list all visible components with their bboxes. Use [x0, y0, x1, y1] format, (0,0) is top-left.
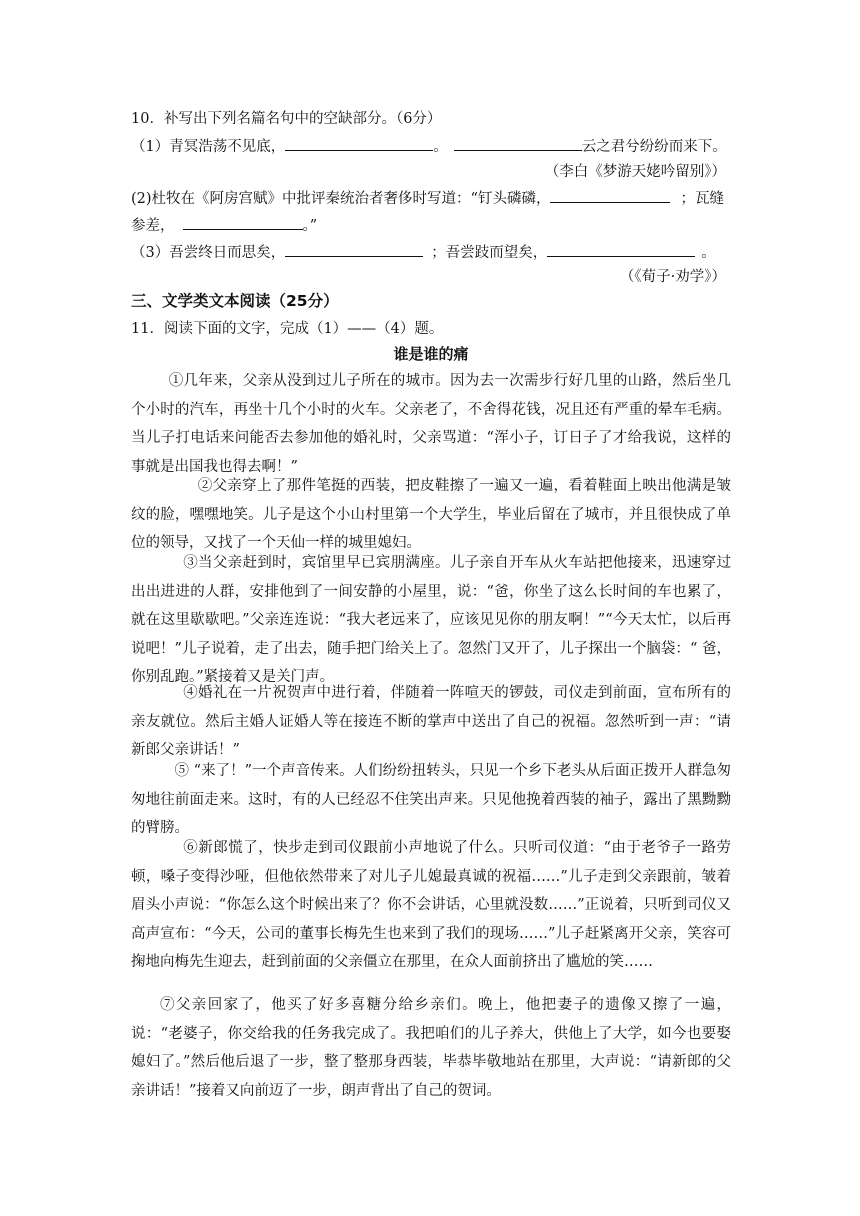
- answer-blank[interactable]: [454, 135, 582, 151]
- answer-blank[interactable]: [285, 241, 423, 257]
- q10-item2-line2: [131, 214, 317, 237]
- q10-item2-text-b: ；瓦缝: [680, 191, 724, 207]
- answer-blank[interactable]: [285, 135, 433, 151]
- paragraph-6: ⑥新郎慌了，快步走到司仪跟前小声地说了什么。只听司仪道：“由于老爷子一路劳顿，嗓子变得沙哑，但他依然带来了对儿子儿媳最真诚的祝福……”儿子走到父亲跟前，皱着眉头小声说：“你怎么这个时候出来了？你不会讲话，心里就没数……”正说着，只听到司仪又高声宣布：“今天，公司的董事长梅先生也来到了我们的现场……”儿子赶紧离开父亲，笑容可掬地向梅先生迎去，赶到前面的父亲僵立在那里，在众人面前挤出了尴尬的笑……: [131, 840, 731, 970]
- answer-blank[interactable]: [550, 187, 670, 203]
- q10-item2-line1: [131, 187, 724, 210]
- article-title: 谁是谁的痛: [393, 345, 469, 363]
- q10-title: 10．补写出下列名篇名句中的空缺部分。（6分）: [131, 111, 442, 127]
- q10-item1-text-b: 。: [433, 139, 448, 155]
- section-title: 三、文学类文本阅读（25分）: [131, 292, 339, 310]
- q10-item2-text-d: 。”: [302, 218, 318, 234]
- paragraph-1: ①几年来，父亲从没到过儿子所在的城市。因为去一次需步行好几里的山路，然后坐几个小时的汽车，再坐十几个小时的火车。父亲老了，不舍得花钱，况且还有严重的晕车毛病。当儿子打电话来问能否去参加他的婚礼时，父亲骂道：“浑小子，订日子了才给我说，这样的事就是出国我也得去啊！”: [131, 373, 731, 475]
- q10-item3-line: [131, 241, 716, 264]
- paragraph-2: ②父亲穿上了那件笔挺的西装，把皮鞋擦了一遍又一遍，看着鞋面上映出他满是皱纹的脸，嘿嘿地笑。儿子是这个小山村里第一个大学生，毕业后留在了城市，并且很快成了单位的领导，又找了一个天仙一样的城里媳妇。: [131, 478, 731, 551]
- q10-item1-text-c: 云之君兮纷纷而来下。: [581, 139, 727, 155]
- q10-item3-text-a: （3）吾尝终日而思矣，: [131, 245, 286, 261]
- paragraph-3: ③当父亲赶到时，宾馆里早已宾朋满座。儿子亲自开车从火车站把他接来，迅速穿过出出进进的人群，安排他到了一间安静的小屋里，说：“爸，你坐了这么长时间的车也累了，就在这里歇歇吧。”父亲连连说：“我大老远来了，应该见见你的朋友啊！”“今天太忙，以后再说吧！”儿子说着，走了出去，随手把门给关上了。忽然门又开了，儿子探出一个脑袋：“ 爸，你别乱跑。”紧接着又是关门声。: [131, 555, 731, 685]
- q10-item3-text-c: 。: [701, 245, 716, 261]
- q11-intro: 11．阅读下面的文字，完成（1）——（4）题。: [131, 321, 444, 337]
- q10-item1-text-a: （1）青冥浩荡不见底，: [131, 139, 286, 155]
- q10-item1-line: [131, 135, 727, 158]
- answer-blank[interactable]: [547, 241, 695, 257]
- q10-item1-source: （李白《梦游天姥吟留别》）: [544, 164, 726, 180]
- paragraph-7: ⑦父亲回家了，他买了好多喜糖分给乡亲们。晚上，他把妻子的遗像又擦了一遍，说：“老婆子，你交给我的任务我完成了。我把咱们的儿子养大，供他上了大学，如今也要娶媳妇了。”然后他后退了一步，整了整那身西装，毕恭毕敬地站在那里，大声说：“请新郎的父亲讲话！”接着又向前迈了一步，朗声背出了自己的贺词。: [131, 997, 731, 1099]
- q10-item2-text-c: 参差，: [131, 218, 175, 234]
- paragraph-4: ④婚礼在一片祝贺声中进行着，伴随着一阵喧天的锣鼓，司仪走到前面，宣布所有的亲友就位。然后主婚人证婚人等在接连不断的掌声中送出了自己的祝福。忽然听到一声：“请新郎父亲讲话！”: [131, 685, 731, 758]
- q10-item3-text-b: ；吾尝跂而望矣，: [431, 245, 548, 261]
- q10-item3-source: （《荀子·劝学》）: [619, 269, 726, 285]
- paragraph-5: ⑤ “来了！”一个声音传来。人们纷纷扭转头，只见一个乡下老头从后面正拨开人群急匆匆地往前面走来。这时，有的人已经忍不住笑出声来。只见他挽着西装的袖子，露出了黑黝黝的臂膀。: [131, 763, 731, 836]
- q10-item2-text-a: (2)杜牧在《阿房宫赋》中批评秦统治者奢侈时写道：“钉头磷磷，: [131, 191, 551, 207]
- answer-blank[interactable]: [183, 214, 303, 230]
